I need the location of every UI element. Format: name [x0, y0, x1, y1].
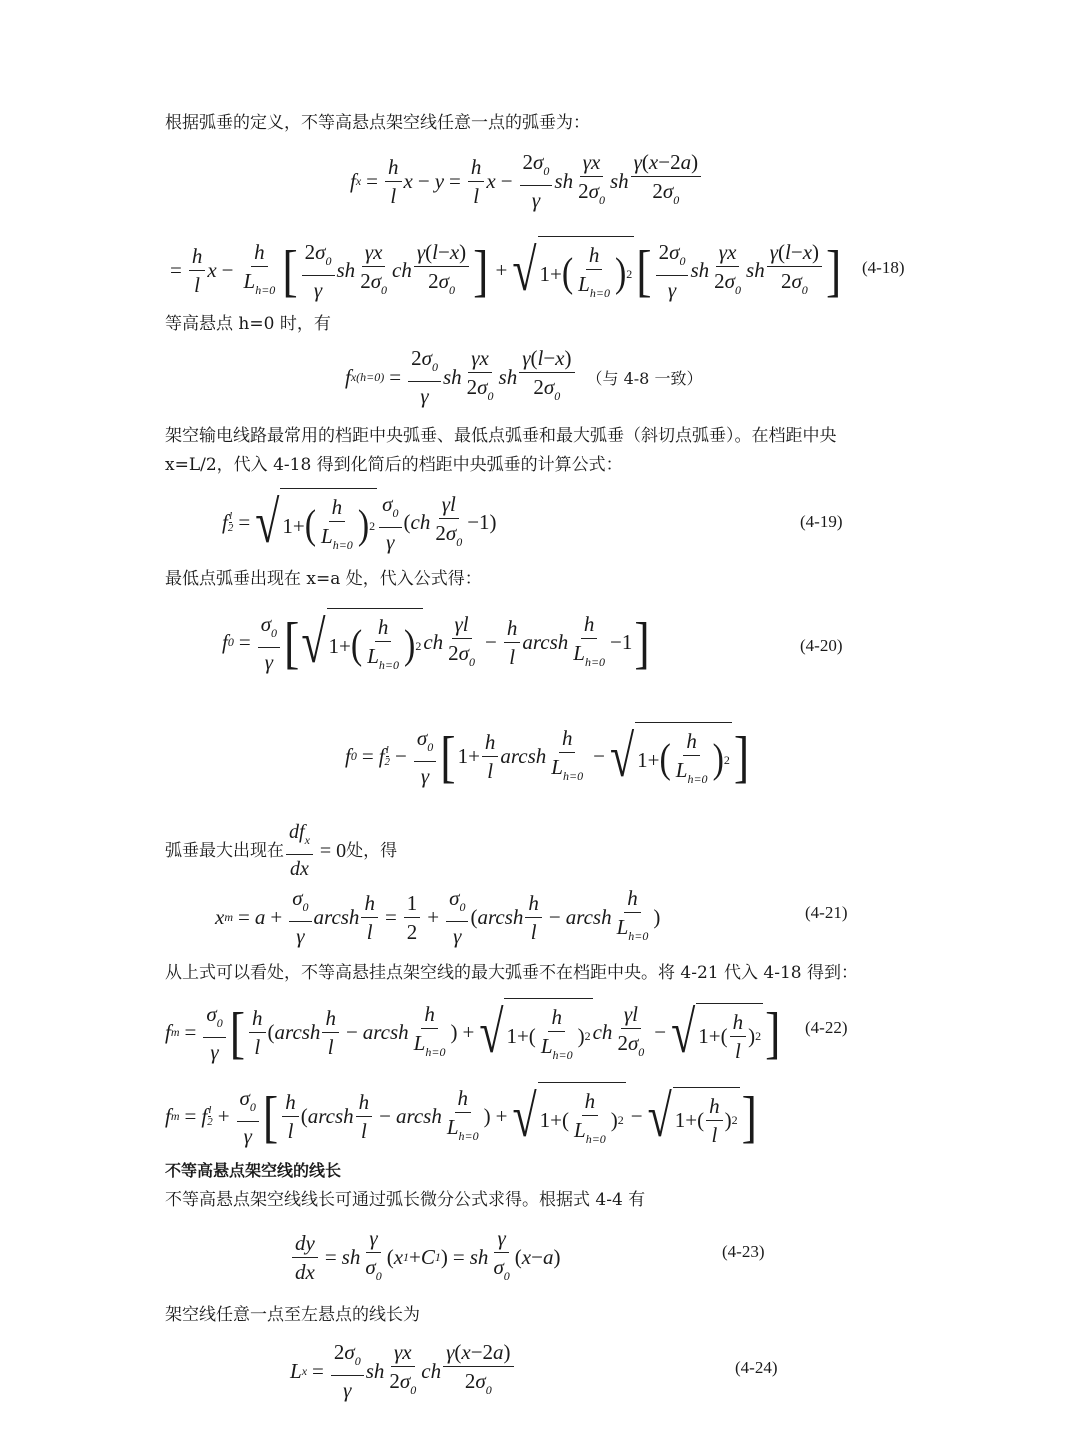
derivative-condition: $\frac{df_x}{dx}$ = 0: [284, 820, 346, 881]
max-sag-text-b: 处，得: [346, 840, 398, 861]
equation-4-23: $\frac{dy}{dx}$ = sh $\frac{\gamma}{\sigma_0}$ ( x 1 + C 1 ) = sh $\frac{\gamma}{\sigma_0}$ ( x − a ): [290, 1226, 560, 1288]
paragraph-max-sag: [165, 820, 397, 881]
paragraph-sag-types: 架空输电线路最常用的档距中央弧垂、最低点弧垂和最大弧垂（斜切点弧垂）。在档距中央: [165, 426, 837, 446]
equation-f0-midspan: f 0 = f l 2 − $\frac{\sigma_0}{\gamma}$ [ 1+ $\frac{h}{l}$ arcsh $\frac{h}{L_{h=0}}$ − √ 1+ ( $\frac{h}{L_{h=0}}$ ) 2 ]: [345, 722, 751, 791]
equation-4-24: L x = $\frac{2\sigma_0}{\gamma}$ sh $\frac{\gamma x}{2\sigma_0}$ ch $\frac{\gamma(x-2a)}{2\sigma_0}$: [290, 1340, 516, 1402]
equation-number-4-23: (4-23): [722, 1242, 765, 1261]
equation-number-4-20: (4-20): [800, 636, 843, 655]
equation-number-4-18: (4-18): [862, 258, 905, 277]
equation-fx: f x = $\frac{h}{l}$ x − y = $\frac{h}{l}$ x − $\frac{2\sigma_0}{\gamma}$ sh $\frac{\gamma x}{2\sigma_0}$ sh $\frac{\gamma(x-2a)}{2\sigma_0}$: [350, 150, 703, 212]
equation-4-22: f m = $\frac{\sigma_0}{\gamma}$ [ $\frac{h}{l}$ ( arcsh $\frac{h}{l}$ − arcsh $\frac{h}{L_{h=0}}$ ) + √ 1+( $\frac{h}{L_{h=0}}$ ) 2 ch $\frac{\gamma l}{2\sigma_0}$ − √ 1+( $\frac{h}{l}$ ) 2 ]: [165, 998, 782, 1067]
note-consistent-4-8: （与 4-8 一致）: [586, 368, 703, 388]
paragraph-arc-length: 不等高悬点架空线线长可通过弧长微分公式求得。根据式 4-4 有: [165, 1190, 646, 1210]
paragraph-equal-height: 等高悬点 h=0 时，有: [165, 314, 331, 334]
equation-fm-midspan: f m = f l 2 + $\frac{\sigma_0}{\gamma}$ [ $\frac{h}{l}$ ( arcsh $\frac{h}{l}$ − arcsh $\frac{h}{L_{h=0}}$ ) + √ 1+( $\frac{h}{L_{h=0}}$ ) 2 − √ 1+( $\frac{h}{l}$ ) 2 ]: [165, 1082, 759, 1151]
paragraph-sag-definition: 根据弧垂的定义，不等高悬点架空线任意一点的弧垂为：: [165, 113, 590, 133]
section-heading-line-length: 不等高悬点架空线的线长: [165, 1161, 342, 1180]
equation-fx-h0: f x(h=0) = $\frac{2\sigma_0}{\gamma}$ sh $\frac{\gamma x}{2\sigma_0}$ sh $\frac{\gamma(l-x)}{2\sigma_0}$ （与 4-8 一致）: [345, 346, 703, 408]
paragraph-lowest-point: 最低点弧垂出现在 x=a 处，代入公式得：: [165, 569, 482, 589]
paragraph-line-length-left: 架空线任意一点至左悬点的线长为: [165, 1305, 420, 1325]
equation-4-21: x m = a + $\frac{\sigma_0}{\gamma}$ arcsh $\frac{h}{l}$ = $\frac{1}{2}$ + $\frac{\sigma_0}{\gamma}$ ( arcsh $\frac{h}{l}$ − arcsh $\frac{h}{L_{h=0}}$ ): [215, 886, 661, 948]
equation-number-4-21: (4-21): [805, 903, 848, 922]
paragraph-midspan-formula: x=L/2，代入 4-18 得到化简后的档距中央弧垂的计算公式：: [165, 455, 623, 475]
equation-4-20: f 0 = $\frac{\sigma_0}{\gamma}$ [ √ 1+ ( $\frac{h}{L_{h=0}}$ ) 2 ch $\frac{\gamma l}{2\sigma_0}$ − $\frac{h}{l}$ arcsh $\frac{h}{L_{h=0}}$ −1 ]: [222, 608, 652, 677]
equation-4-19: f $\frac{l}{2}$ = √ 1+ ( $\frac{h}{L_{h=0}}$ ) 2 $\frac{\sigma_0}{\gamma}$ ( ch $\frac{\gamma l}{2\sigma_0}$ −1): [222, 488, 497, 557]
equation-number-4-24: (4-24): [735, 1358, 778, 1377]
equation-4-18: = $\frac{h}{l}$ x − $\frac{h}{L_{h=0}}$ [ $\frac{2\sigma_0}{\gamma}$ sh $\frac{\gamma x}{2\sigma_0}$ ch $\frac{\gamma(l-x)}{2\sigma_0}$ ] + √ 1+ ( $\frac{h}{L_{h=0}}$ ) 2 [ $\frac{2\sigma_0}{\gamma}$ sh $\frac{\gamma x}{2\sigma_0}$ sh $\frac{\gamma(l-x)}{2\sigma_0}$ ]: [165, 236, 843, 305]
equation-number-4-19: (4-19): [800, 512, 843, 531]
max-sag-text-a: 弧垂最大出现在: [165, 840, 284, 861]
paragraph-max-sag-not-midspan: 从上式可以看处，不等高悬挂点架空线的最大弧垂不在档距中央。将 4-21 代入 4-18 得到：: [165, 963, 858, 983]
equation-number-4-22: (4-22): [805, 1018, 848, 1037]
